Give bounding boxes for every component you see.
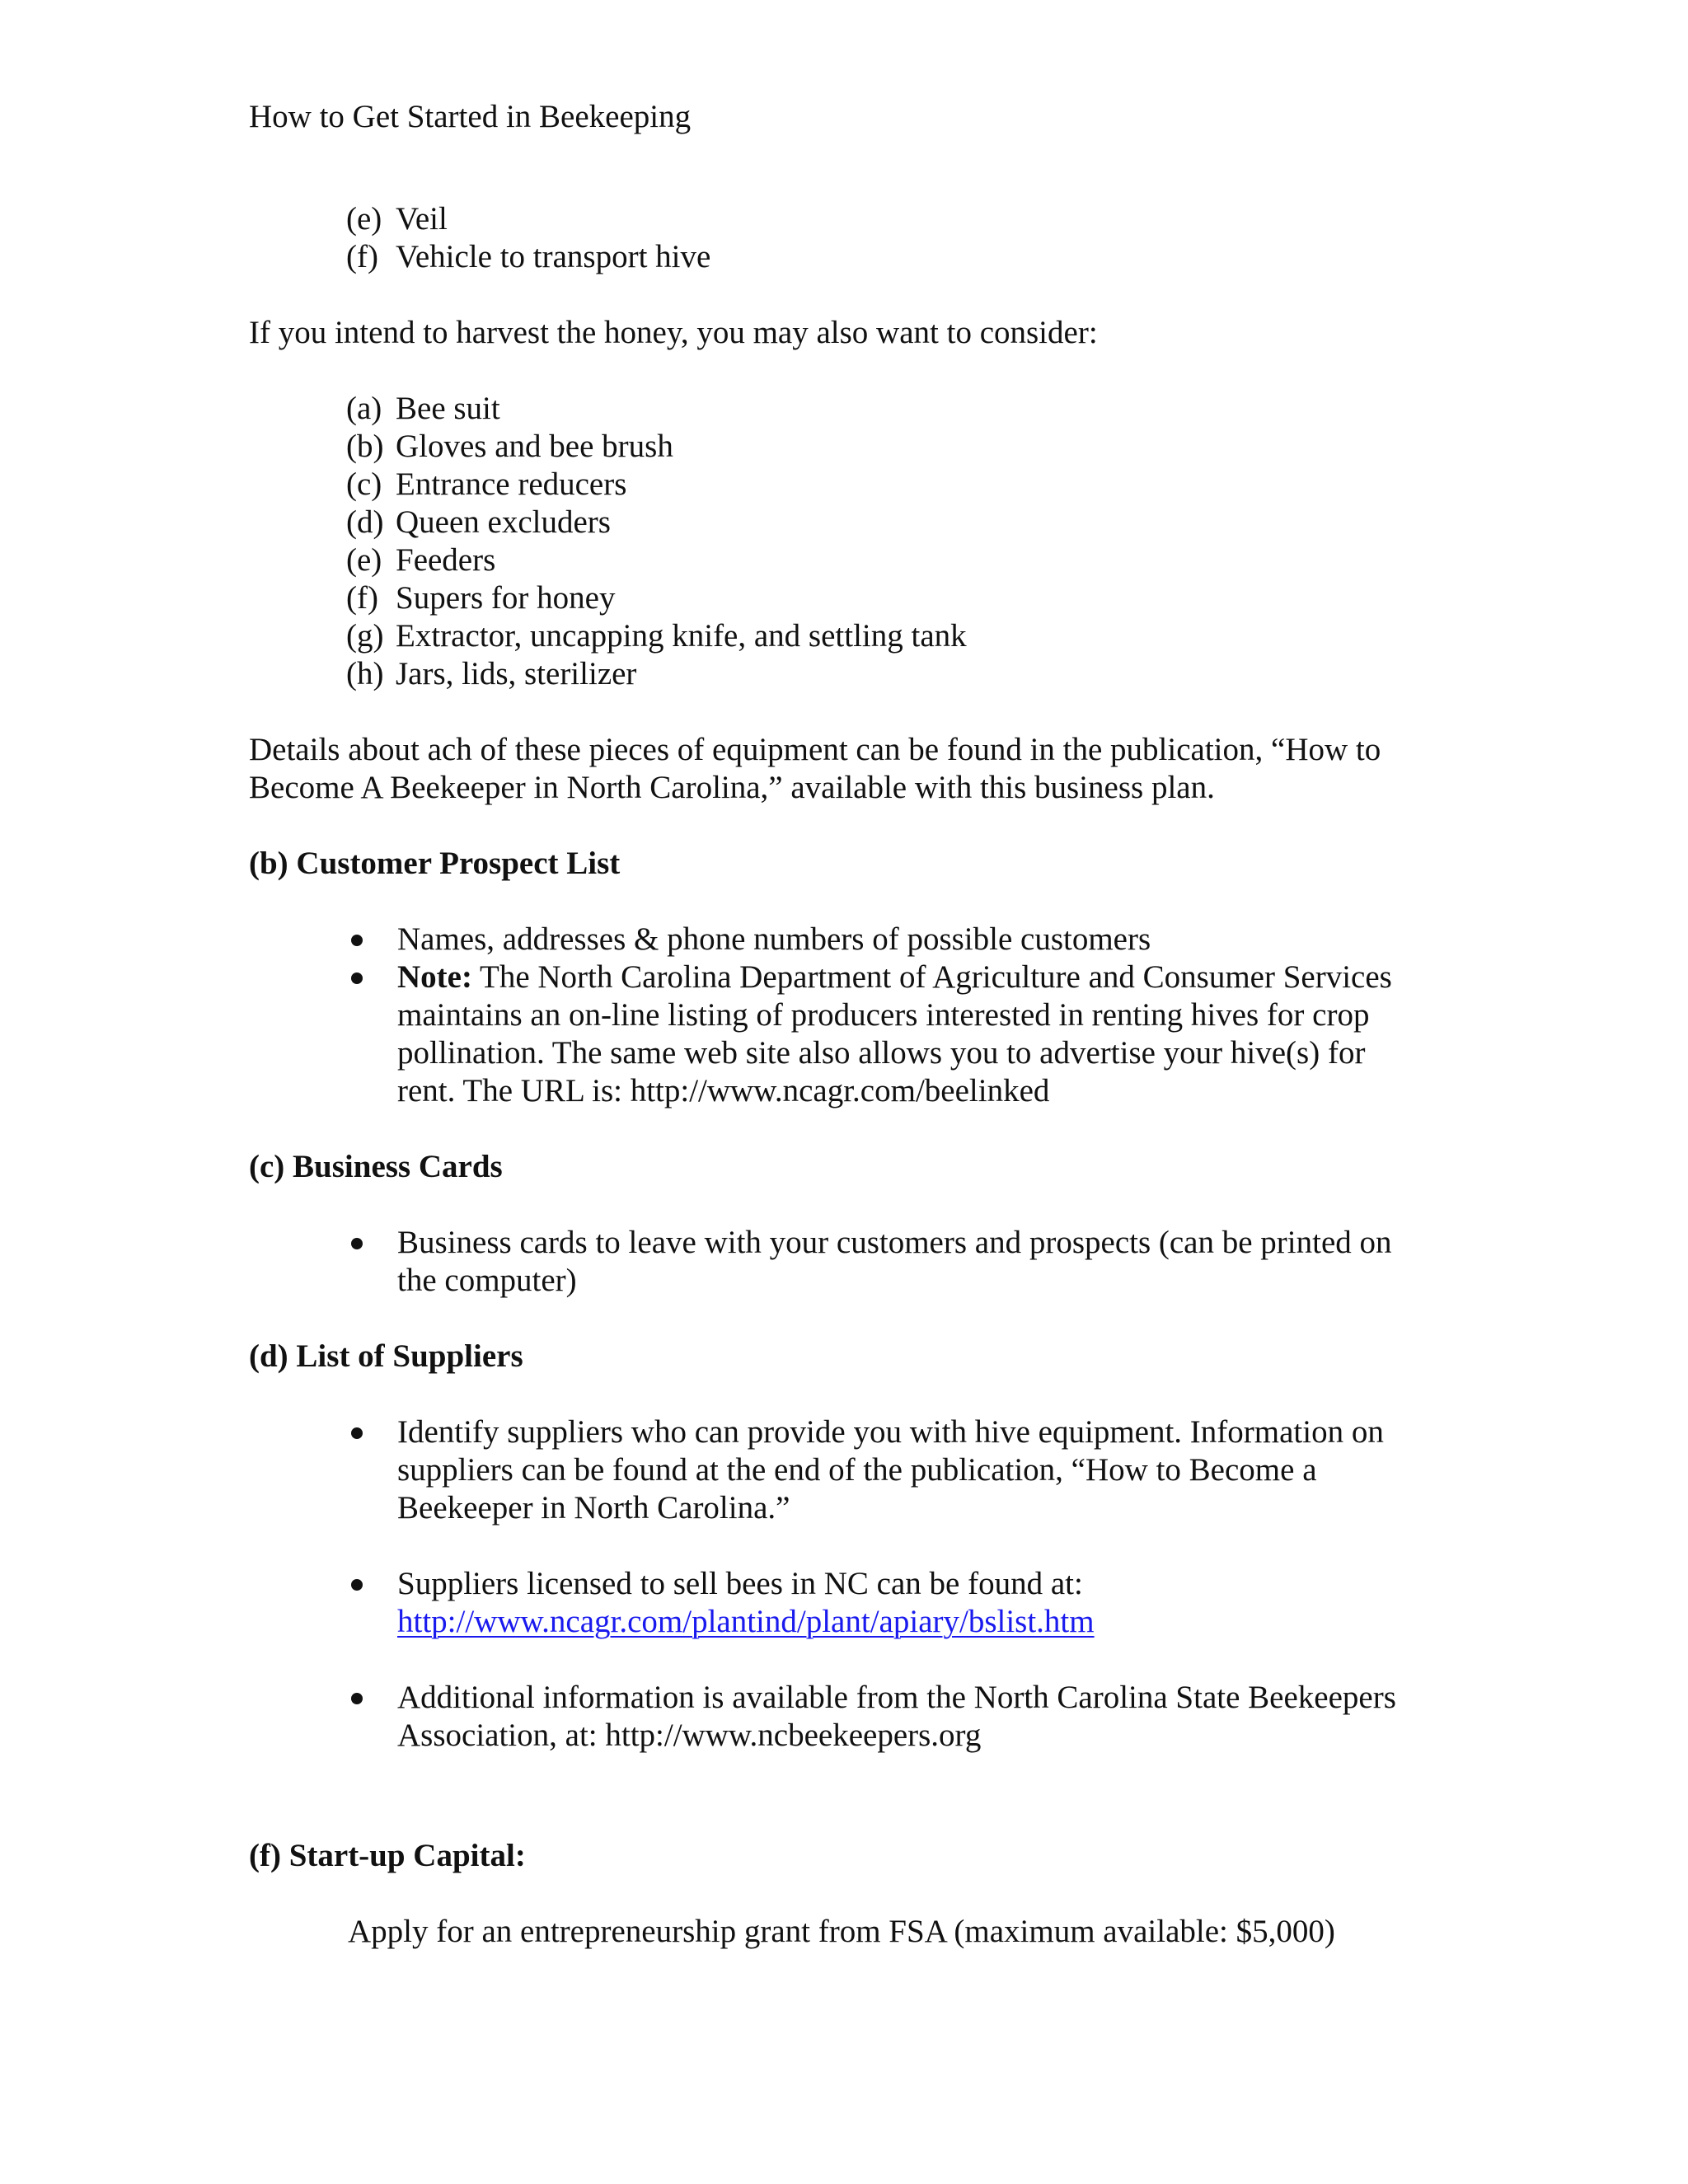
list-marker: (b): [346, 429, 384, 464]
list-item: [346, 655, 636, 693]
section-heading-customer-prospect: (b) Customer Prospect List: [249, 846, 621, 881]
bullet-text: Additional information is available from the North Carolina State Beekeepers: [397, 1680, 1396, 1715]
list-item-text: Veil: [396, 201, 448, 237]
list-marker: (d): [346, 504, 384, 540]
list-item-text: Jars, lids, sterilizer: [396, 656, 637, 691]
list-item: [346, 238, 710, 276]
bullet-text: Names, addresses & phone numbers of possible customers: [397, 921, 1151, 957]
bullet-text: Association, at: http://www.ncbeekeepers.org: [397, 1718, 982, 1753]
details-paragraph-line: Become A Beekeeper in North Carolina,” available with this business plan.: [249, 770, 1215, 805]
bullet-text: suppliers can be found at the end of the publication, “How to Become a: [397, 1452, 1317, 1488]
note-label: Note:: [397, 959, 472, 995]
section-heading-suppliers: (d) List of Suppliers: [249, 1338, 523, 1374]
bullet-icon: [351, 972, 363, 984]
suppliers-link-line: [397, 1603, 1095, 1641]
list-marker: (f): [346, 239, 378, 274]
list-item: [346, 579, 615, 617]
list-item: [346, 466, 626, 504]
list-marker: (g): [346, 618, 384, 654]
bullet-text: Business cards to leave with your customers and prospects (can be printed on: [397, 1225, 1392, 1260]
list-item: [346, 541, 495, 579]
bullet-icon: [351, 935, 363, 946]
list-item-text: Extractor, uncapping knife, and settling tank: [396, 618, 967, 654]
list-item-text: Entrance reducers: [396, 466, 627, 502]
bullet-text: Beekeeper in North Carolina.”: [397, 1490, 790, 1526]
bullet-text: Suppliers licensed to sell bees in NC can be found at:: [397, 1566, 1083, 1601]
list-item-text: Gloves and bee brush: [396, 429, 673, 464]
list-item: [346, 428, 673, 466]
list-marker: (c): [346, 466, 382, 502]
note-line: [397, 958, 1392, 996]
section-heading-business-cards: (c) Business Cards: [249, 1149, 503, 1184]
bullet-icon: [351, 1693, 363, 1704]
list-marker: (h): [346, 656, 384, 691]
harvest-intro-text: If you intend to harvest the honey, you may also want to consider:: [249, 315, 1098, 350]
note-text: The North Carolina Department of Agriculture and Consumer Services: [471, 959, 1392, 995]
details-paragraph-line: Details about ach of these pieces of equipment can be found in the publication, “How to: [249, 732, 1381, 767]
bullet-icon: [351, 1579, 363, 1591]
startup-capital-text: Apply for an entrepreneurship grant from FSA (maximum available: $5,000): [348, 1914, 1335, 1949]
bullet-icon: [351, 1427, 363, 1439]
bullet-icon: [351, 1238, 363, 1249]
note-line: pollination. The same web site also allows you to advertise your hive(s) for: [397, 1035, 1366, 1071]
list-item: [346, 390, 500, 428]
list-item-text: Queen excluders: [396, 504, 611, 540]
bullet-text: the computer): [397, 1263, 577, 1298]
list-marker: (e): [346, 201, 382, 237]
list-item-text: Bee suit: [396, 391, 500, 426]
bullet-text: Identify suppliers who can provide you with hive equipment. Information on: [397, 1414, 1384, 1450]
list-item: [346, 200, 448, 238]
note-line: maintains an on-line listing of producers interested in renting hives for crop: [397, 997, 1370, 1033]
list-marker: (e): [346, 542, 382, 578]
suppliers-bee-list-link[interactable]: http://www.ncagr.com/plantind/plant/apiary/bslist.htm: [397, 1604, 1095, 1639]
list-item: [346, 504, 611, 541]
list-item-text: Vehicle to transport hive: [396, 239, 711, 274]
list-item-text: Feeders: [396, 542, 496, 578]
list-item: [346, 617, 967, 655]
list-marker: (f): [346, 580, 378, 616]
page-header-title: How to Get Started in Beekeeping: [249, 99, 692, 134]
list-item-text: Supers for honey: [396, 580, 616, 616]
note-line: rent. The URL is: http://www.ncagr.com/beelinked: [397, 1073, 1050, 1108]
list-marker: (a): [346, 391, 382, 426]
section-heading-startup-capital: (f) Start-up Capital:: [249, 1838, 526, 1873]
